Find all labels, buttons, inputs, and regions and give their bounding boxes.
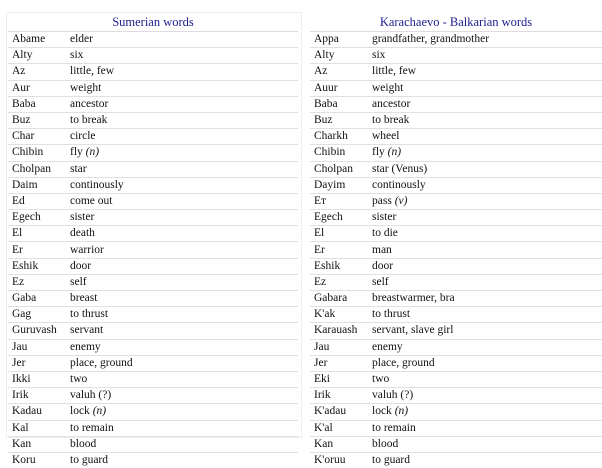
word-cell: Ez: [8, 274, 66, 290]
word-cell: Daim: [8, 177, 66, 193]
word-cell: Er: [8, 242, 66, 258]
table-row: [8, 96, 298, 112]
meaning-cell: elder: [66, 32, 298, 48]
word-cell: Dayim: [310, 177, 368, 193]
table-row: [8, 420, 298, 436]
meaning-cell: blood: [66, 436, 298, 452]
table-row: [310, 258, 602, 274]
word-cell: Cholpan: [310, 161, 368, 177]
comparison-tables: [8, 14, 602, 468]
sumerian-rows: [8, 32, 298, 468]
table-row: [310, 129, 602, 145]
meaning-cell: to thrust: [66, 307, 298, 323]
table-row: [310, 145, 602, 161]
meaning-cell: two: [66, 371, 298, 387]
table-row: [310, 452, 602, 468]
table-row: [8, 177, 298, 193]
table-row: [8, 404, 298, 420]
meaning-cell: to break: [368, 112, 602, 128]
meaning-cell: place, ground: [368, 355, 602, 371]
table-row: [8, 307, 298, 323]
meaning-cell: grandfather, grandmother: [368, 32, 602, 48]
meaning-cell: six: [66, 48, 298, 64]
meaning-cell: breastwarmer, bra: [368, 291, 602, 307]
word-cell: Guruvash: [8, 323, 66, 339]
meaning-cell: sister: [66, 210, 298, 226]
meaning-cell: ancestor: [66, 96, 298, 112]
karachaevo-balkarian-heading: Karachaevo - Balkarian words: [310, 14, 602, 32]
word-cell: Egech: [310, 210, 368, 226]
meaning-cell: fly (n): [66, 145, 298, 161]
meaning-cell: fly (n): [368, 145, 602, 161]
meaning-cell: self: [66, 274, 298, 290]
word-cell: Egech: [8, 210, 66, 226]
table-row: [310, 48, 602, 64]
table-row: [310, 436, 602, 452]
word-cell: Baba: [8, 96, 66, 112]
table-row: [8, 339, 298, 355]
table-row: [310, 80, 602, 96]
table-row: [310, 388, 602, 404]
table-row: [8, 291, 298, 307]
word-cell: Kal: [8, 420, 66, 436]
meaning-cell: to thrust: [368, 307, 602, 323]
table-row: [8, 355, 298, 371]
word-cell: Karauash: [310, 323, 368, 339]
table-row: [310, 177, 602, 193]
meaning-cell: servant: [66, 323, 298, 339]
word-cell: Eshik: [8, 258, 66, 274]
word-cell: Ez: [310, 274, 368, 290]
table-row: [310, 112, 602, 128]
table-row: [8, 112, 298, 128]
word-cell: K'al: [310, 420, 368, 436]
word-cell: Irik: [8, 388, 66, 404]
table-row: [310, 355, 602, 371]
word-cell: Alty: [310, 48, 368, 64]
meaning-cell: weight: [66, 80, 298, 96]
word-cell: Eshik: [310, 258, 368, 274]
meaning-cell: come out: [66, 193, 298, 209]
table-row: [8, 452, 298, 468]
word-cell: Jau: [310, 339, 368, 355]
meaning-cell: self: [368, 274, 602, 290]
word-cell: Char: [8, 129, 66, 145]
word-cell: K'oruu: [310, 452, 368, 468]
word-cell: Kan: [8, 436, 66, 452]
word-cell: Gaba: [8, 291, 66, 307]
meaning-cell: circle: [66, 129, 298, 145]
table-row: [310, 32, 602, 48]
meaning-cell: door: [368, 258, 602, 274]
meaning-cell: to guard: [66, 452, 298, 468]
word-cell: Az: [8, 64, 66, 80]
meaning-cell: valuh (?): [368, 388, 602, 404]
table-row: [8, 210, 298, 226]
sumerian-words-table: [8, 14, 298, 468]
meaning-cell: little, few: [66, 64, 298, 80]
table-row: [8, 388, 298, 404]
table-row: [8, 258, 298, 274]
meaning-cell: little, few: [368, 64, 602, 80]
word-cell: Chibin: [310, 145, 368, 161]
karachaevo-balkarian-rows: [310, 32, 602, 468]
table-row: [310, 291, 602, 307]
table-row: [8, 80, 298, 96]
table-row: [8, 274, 298, 290]
table-row: [8, 161, 298, 177]
table-row: [8, 436, 298, 452]
meaning-cell: continously: [66, 177, 298, 193]
meaning-cell: enemy: [368, 339, 602, 355]
word-cell: Ikki: [8, 371, 66, 387]
word-cell: K'ak: [310, 307, 368, 323]
meaning-cell: pass (v): [368, 193, 602, 209]
table-row: [8, 193, 298, 209]
table-row: [8, 129, 298, 145]
meaning-cell: continously: [368, 177, 602, 193]
table-row: [310, 210, 602, 226]
table-row: [8, 64, 298, 80]
word-cell: Eki: [310, 371, 368, 387]
table-row: [310, 242, 602, 258]
meaning-cell: valuh (?): [66, 388, 298, 404]
table-row: [8, 226, 298, 242]
table-row: [8, 32, 298, 48]
word-cell: Chibin: [8, 145, 66, 161]
meaning-cell: enemy: [66, 339, 298, 355]
meaning-cell: place, ground: [66, 355, 298, 371]
table-row: [310, 193, 602, 209]
meaning-cell: star: [66, 161, 298, 177]
word-cell: Abame: [8, 32, 66, 48]
table-row: [310, 64, 602, 80]
word-cell: Er: [310, 242, 368, 258]
word-cell: Aur: [8, 80, 66, 96]
meaning-cell: star (Venus): [368, 161, 602, 177]
word-cell: Cholpan: [8, 161, 66, 177]
word-cell: Jer: [310, 355, 368, 371]
meaning-cell: door: [66, 258, 298, 274]
meaning-cell: death: [66, 226, 298, 242]
meaning-cell: to die: [368, 226, 602, 242]
table-row: [310, 404, 602, 420]
table-row: [8, 371, 298, 387]
word-cell: Ет: [310, 193, 368, 209]
word-cell: Alty: [8, 48, 66, 64]
table-row: [310, 226, 602, 242]
word-cell: El: [310, 226, 368, 242]
meaning-cell: to break: [66, 112, 298, 128]
table-row: [310, 420, 602, 436]
word-cell: Az: [310, 64, 368, 80]
meaning-cell: breast: [66, 291, 298, 307]
meaning-cell: man: [368, 242, 602, 258]
word-cell: Koru: [8, 452, 66, 468]
meaning-cell: weight: [368, 80, 602, 96]
meaning-cell: wheel: [368, 129, 602, 145]
meaning-cell: ancestor: [368, 96, 602, 112]
table-row: [8, 242, 298, 258]
meaning-cell: warrior: [66, 242, 298, 258]
table-row: [310, 371, 602, 387]
sumerian-heading: Sumerian words: [8, 14, 298, 32]
table-row: [8, 48, 298, 64]
word-cell: Baba: [310, 96, 368, 112]
meaning-cell: to remain: [368, 420, 602, 436]
word-cell: Kan: [310, 436, 368, 452]
table-row: [310, 96, 602, 112]
meaning-cell: to guard: [368, 452, 602, 468]
word-cell: Gag: [8, 307, 66, 323]
meaning-cell: two: [368, 371, 602, 387]
word-cell: Auur: [310, 80, 368, 96]
table-row: [310, 339, 602, 355]
meaning-cell: blood: [368, 436, 602, 452]
word-cell: Kadau: [8, 404, 66, 420]
meaning-cell: lock (n): [368, 404, 602, 420]
table-row: [310, 323, 602, 339]
word-cell: Ed: [8, 193, 66, 209]
word-cell: Charkh: [310, 129, 368, 145]
table-row: [310, 274, 602, 290]
meaning-cell: sister: [368, 210, 602, 226]
word-cell: Buz: [310, 112, 368, 128]
word-cell: Irik: [310, 388, 368, 404]
word-cell: Buz: [8, 112, 66, 128]
table-row: [8, 145, 298, 161]
karachaevo-balkarian-words-table: [310, 14, 602, 468]
table-row: [8, 323, 298, 339]
table-row: [310, 307, 602, 323]
table-row: [310, 161, 602, 177]
word-cell: K'adau: [310, 404, 368, 420]
word-cell: Jau: [8, 339, 66, 355]
meaning-cell: lock (n): [66, 404, 298, 420]
meaning-cell: six: [368, 48, 602, 64]
word-cell: Jer: [8, 355, 66, 371]
word-cell: Gabara: [310, 291, 368, 307]
word-cell: Appa: [310, 32, 368, 48]
meaning-cell: to remain: [66, 420, 298, 436]
word-cell: El: [8, 226, 66, 242]
meaning-cell: servant, slave girl: [368, 323, 602, 339]
